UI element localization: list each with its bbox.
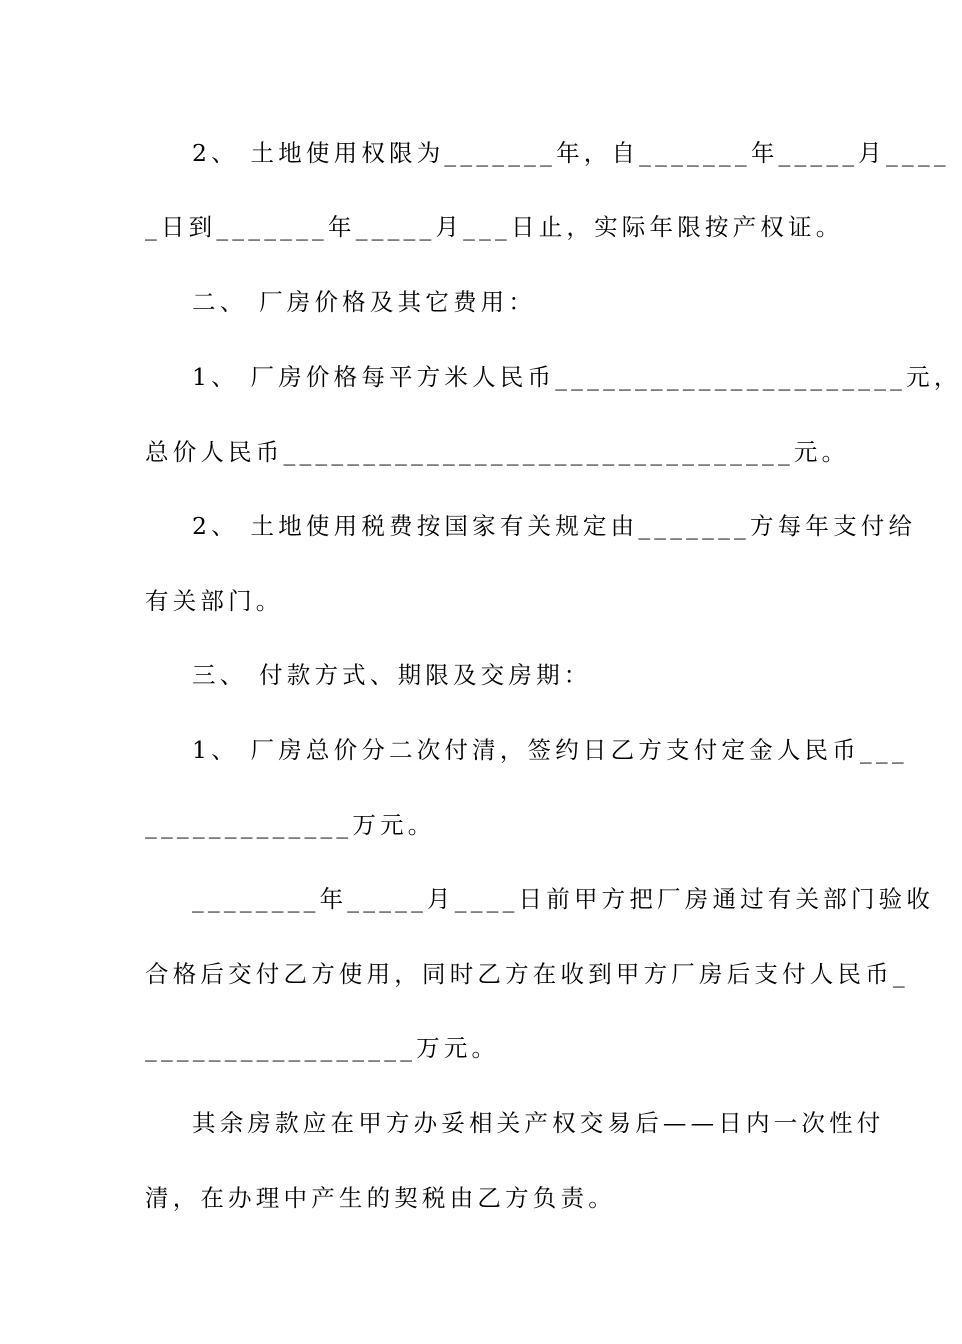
paragraph-line-14: 其余房款应在甲方办妥相关产权交易后——日内一次性付 (192, 1109, 885, 1137)
section-heading-3: 三、 付款方式、期限及交房期： (192, 661, 592, 689)
paragraph-line-9: 1、 厂房总价分二次付清，签约日乙方支付定金人民币___ (192, 736, 908, 764)
paragraph-line-15: 清，在办理中产生的契税由乙方负责。 (145, 1184, 616, 1212)
section-heading-2: 二、 厂房价格及其它费用： (192, 288, 537, 316)
paragraph-line-6: 2、 土地使用税费按国家有关规定由_______方每年支付给 (192, 512, 917, 540)
paragraph-line-10: _____________万元。 (145, 811, 436, 839)
paragraph-line-2: _日到_______年_____月___日止，实际年限按产权证。 (145, 213, 844, 241)
paragraph-line-7: 有关部门。 (145, 587, 284, 615)
paragraph-line-13: _________________万元。 (145, 1034, 500, 1062)
paragraph-line-12: 合格后交付乙方使用，同时乙方在收到甲方厂房后支付人民币_ (145, 960, 909, 988)
paragraph-line-4: 1、 厂房价格每平方米人民币______________________元， (192, 363, 962, 391)
paragraph-line-11: ________年_____月____日前甲方把厂房通过有关部门验收 (192, 885, 935, 913)
paragraph-line-1: 2、 土地使用权限为_______年，自_______年_____月____ (192, 139, 950, 167)
paragraph-line-5: 总价人民币________________________________元。 (145, 438, 850, 466)
